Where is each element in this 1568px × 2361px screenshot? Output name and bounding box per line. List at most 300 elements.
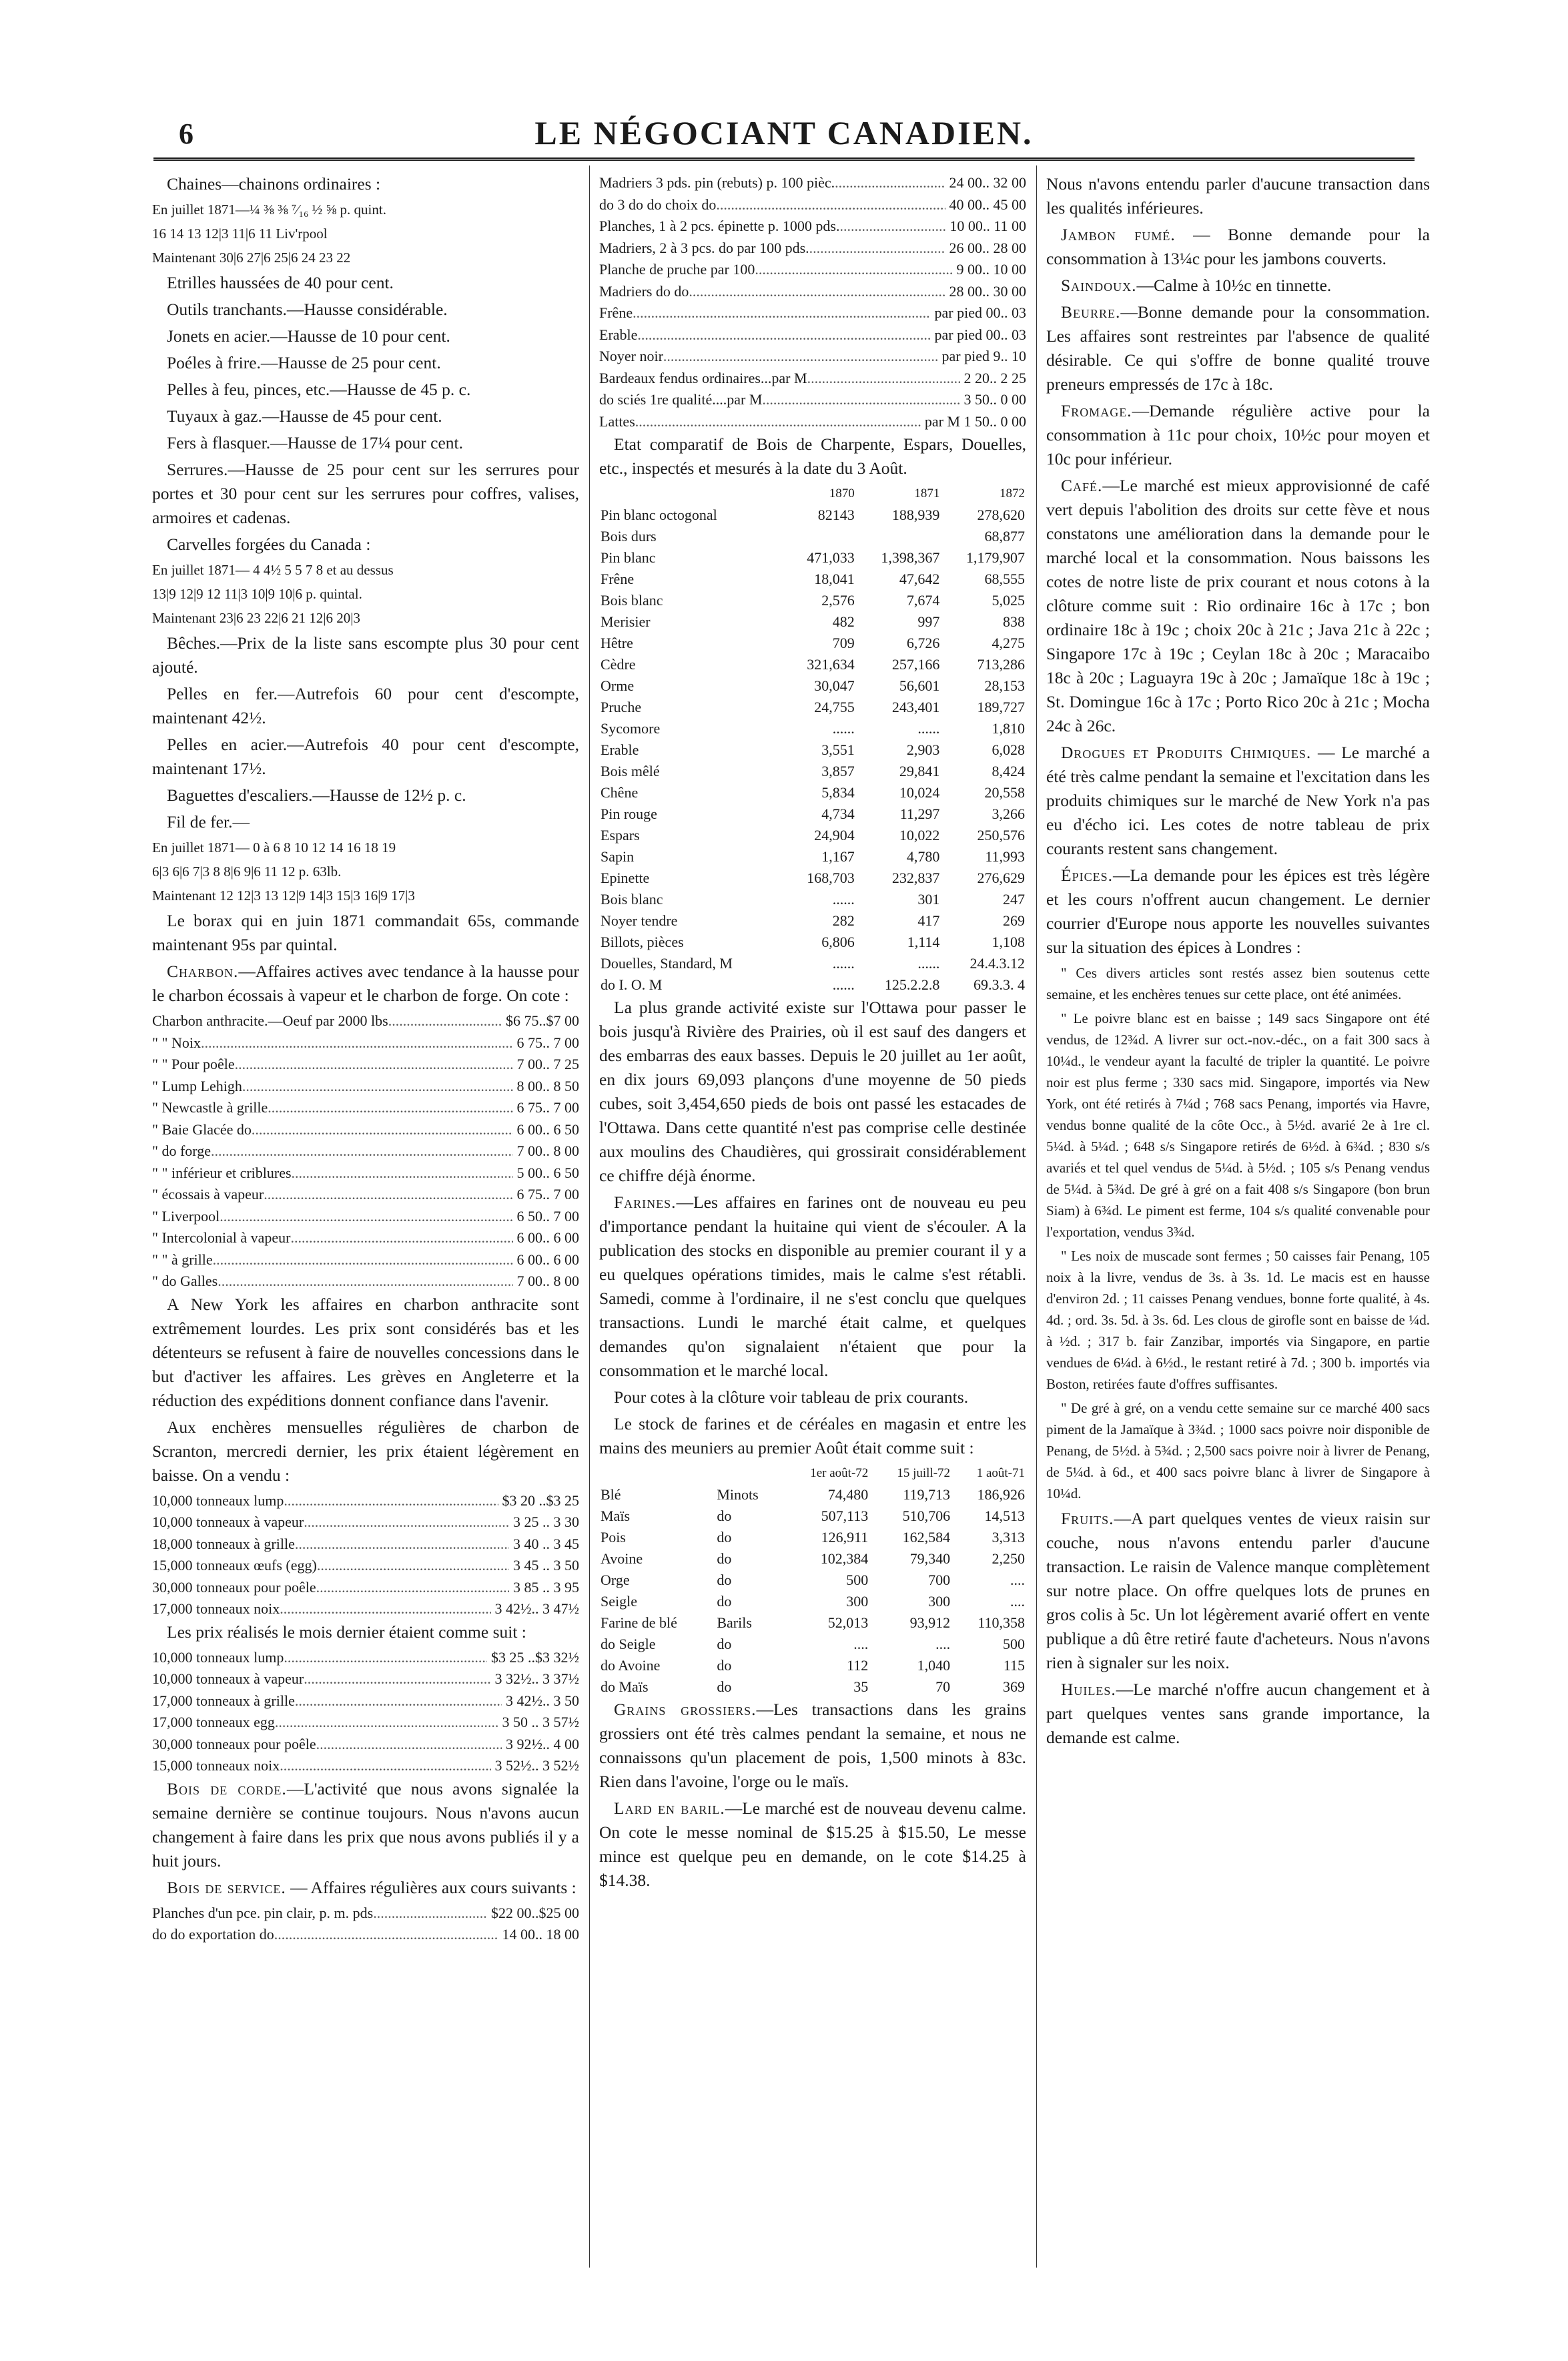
table-row [599, 1505, 1026, 1527]
section-text: —L'activité que nous avons signalée la semaine dernière se continue toujours. Nous n'avons aucun changement à faire dans les prix que nous avons publiés il y a huit jours. [152, 1778, 579, 1871]
paragraph: Etat comparatif de Bois de Charpente, Espars, Douelles, etc., inspectés et mesurés à la date du 3 Août. [599, 434, 1026, 478]
paragraph [1046, 474, 1430, 738]
price-value: 3 85 .. 3 95 [513, 1578, 579, 1596]
paragraph [1046, 399, 1430, 471]
table-cell: Merisier [601, 613, 651, 630]
price-label: Madriers 3 pds. pin (rebuts) p. 100 pièc. [599, 174, 835, 191]
leader-dots [284, 1647, 487, 1669]
table-row [599, 654, 1026, 675]
column-divider [589, 165, 590, 2268]
table-cell: 110,358 [977, 1614, 1025, 1631]
table-cell: Bois mêlé [601, 763, 660, 779]
table-cell: 471,033 [807, 549, 855, 566]
table-cell: 482 [832, 613, 855, 630]
table-row [599, 1484, 1026, 1505]
price-row [599, 368, 1026, 390]
leader-dots [689, 281, 945, 303]
section-lead: Café. [1061, 476, 1103, 495]
table-cell: Orge [601, 1572, 630, 1588]
leader-dots [304, 1511, 509, 1534]
table-cell: 28,153 [984, 677, 1025, 694]
price-value: 6 00.. 6 50 [516, 1120, 579, 1138]
table-cell: 70 [935, 1678, 951, 1695]
leader-dots [280, 1598, 490, 1620]
table-cell: do [717, 1507, 732, 1524]
page-number: 6 [179, 117, 193, 150]
section-lead: Saindoux. [1061, 276, 1137, 295]
price-value: 6 00.. 6 00 [516, 1251, 579, 1268]
leader-dots [201, 1032, 513, 1054]
section-lead: Beurre. [1061, 302, 1121, 322]
table-row [599, 633, 1026, 654]
price-label: 17,000 tonneaux à grille [152, 1692, 295, 1709]
table-cell [786, 526, 856, 547]
leader-dots [807, 368, 960, 390]
leader-dots [716, 194, 945, 216]
price-value: 3 42½.. 3 50 [506, 1692, 579, 1709]
table-cell: 1,179,907 [966, 549, 1025, 566]
leader-dots [373, 1903, 487, 1925]
table-cell: Pin blanc [601, 549, 656, 566]
column-header [599, 1463, 715, 1484]
price-label: 10,000 tonneaux à vapeur [152, 1513, 304, 1530]
table-row [599, 611, 1026, 633]
table-row [599, 1527, 1026, 1548]
table-cell: 257,166 [891, 656, 940, 673]
price-row [152, 1734, 579, 1756]
table-cell: 189,727 [977, 699, 1025, 715]
table-cell: 2,576 [821, 592, 855, 609]
price-label: " écossais à vapeur [152, 1186, 264, 1203]
table-cell: do [717, 1550, 732, 1567]
price-row [599, 346, 1026, 368]
section-text: — Bonne demande pour la consommation à 13¼c pour les jambons couverts. [1046, 225, 1430, 268]
price-row [152, 1249, 579, 1271]
leader-dots [252, 1119, 513, 1141]
paragraph: Pelles à feu, pinces, etc.—Hausse de 45 p. c. [167, 380, 471, 399]
section-text: —Le marché n'offre aucun changement et à part quelques ventes sans grande importance, la demande est calme. [1046, 1680, 1430, 1747]
price-value: 9 00.. 10 00 [956, 261, 1026, 278]
price-value: 5 00.. 6 50 [516, 1164, 579, 1181]
paragraph: Serrures.—Hausse de 25 pour cent sur les serrures pour portes et 30 pour cent sur les serrures pour coffres, valises, armoires et cadenas. [152, 460, 579, 527]
price-label: 10,000 tonneaux lump [152, 1648, 284, 1666]
table-cell: .... [853, 1636, 869, 1652]
leader-dots [268, 1097, 512, 1119]
table-cell: 269 [1003, 912, 1025, 929]
table-cell: Pin rouge [601, 805, 657, 822]
table-cell: Erable [601, 741, 639, 758]
price-value: 3 40 .. 3 45 [513, 1535, 579, 1552]
section-lead: Fruits. [1061, 1509, 1114, 1528]
leader-dots [292, 1162, 513, 1185]
leader-dots [280, 1755, 490, 1777]
table-cell: 5,025 [992, 592, 1025, 609]
leader-dots [316, 1734, 502, 1756]
table-cell: do [717, 1678, 732, 1695]
price-label: Charbon anthracite.—Oeuf par 2000 lbs [152, 1012, 388, 1029]
table-cell: 300 [928, 1593, 951, 1610]
table-cell: 52,013 [827, 1614, 869, 1631]
table-cell: 1,114 [907, 934, 940, 950]
table-cell: 3,266 [992, 805, 1025, 822]
leader-dots [840, 216, 946, 238]
table-row [599, 953, 1026, 974]
price-row [152, 1534, 579, 1556]
table-header-row [599, 1463, 1026, 1484]
table-cell: Billots, pièces [601, 934, 684, 950]
section-text: — Affaires régulières aux cours suivants : [286, 1877, 576, 1897]
price-label: 30,000 tonneaux pour poêle [152, 1578, 316, 1596]
table-cell: ...... [832, 976, 855, 993]
paragraph [1046, 1507, 1430, 1675]
section-text: —Le marché est de nouveau devenu calme. On cote le messe nominal de $15.25 à $15.50, Le messe mince est quelque peu en demande, on le cote $14.25 à $14.38. [599, 1798, 1027, 1890]
table-header-row [599, 483, 1026, 504]
paragraph: Aux enchères mensuelles régulières de charbon de Scranton, mercredi dernier, les prix étaient légèrement en baisse. On a vendu : [152, 1417, 579, 1485]
price-row [152, 1206, 579, 1228]
section-text: —Les affaires en farines ont de nouveau eu peu d'importance pendant la huitaine qui vient de s'écouler. A la publication des stocks en disponible au premier courant il y a eu quelques opérations timides, mais le calme s'est rétabli. Samedi, comme à l'ordinaire, il ne s'est conclu que quelques transactions. Lundi le marché était calme, et quelques demandes qu'on signalaient n'étaient que pour la consommation et le marché local. [599, 1193, 1026, 1380]
price-row [152, 1271, 579, 1293]
table-cell: 2,250 [992, 1550, 1025, 1567]
paragraph: Nous n'avons entendu parler d'aucune transaction dans les qualités inférieures. [1046, 174, 1430, 218]
table-row [599, 697, 1026, 718]
table-cell: Cèdre [601, 656, 636, 673]
price-label: do 3 do do choix do [599, 196, 717, 213]
table-cell: 125.2.2.8 [884, 976, 940, 993]
price-value: 6 50.. 7 00 [516, 1207, 579, 1225]
table-cell: 300 [846, 1593, 869, 1610]
quote-paragraph: " Les noix de muscade sont fermes ; 50 caisses fair Penang, 105 noix à la livre, vendus de 3s. à 3s. 1d. Le macis est en hausse d'environ 2d. ; 11 caisses Penang vendues, bonne forte qualité, à 4s. 4d. ; ord. 3s. 5d. à 3s. 6d. Les clous de girofle sont en baisse de ¼d. à ½d. ; 317 b. fair Zanzibar, importés via Singapore, en partie vendues de 6¼d. à 6½d., le restant retiré à 7d. ; 300 b. importés via Boston, retirées faute d'offres suffisantes. [1046, 1248, 1430, 1392]
grain-stock-table [599, 1463, 1026, 1698]
table-cell: 68,877 [984, 528, 1025, 545]
leader-dots [637, 324, 930, 346]
table-cell: Pruche [601, 699, 642, 715]
table-cell: 115 [1003, 1657, 1025, 1674]
table-cell: .... [935, 1636, 951, 1652]
price-value: 3 32½.. 3 37½ [494, 1670, 579, 1687]
price-row [599, 238, 1026, 260]
table-row [599, 569, 1026, 590]
table-cell: Barils [717, 1614, 752, 1631]
table-cell: .... [1010, 1593, 1025, 1610]
price-value: 7 00.. 7 25 [516, 1056, 579, 1072]
price-label: " do Galles [152, 1273, 218, 1289]
price-value: 3 25 .. 3 30 [513, 1513, 579, 1530]
table-cell: Douelles, Standard, M [601, 955, 733, 972]
paragraph: Tuyaux à gaz.—Hausse de 45 pour cent. [167, 406, 442, 426]
table-cell: do Seigle [601, 1636, 656, 1652]
price-label: " Newcastle à grille [152, 1099, 268, 1116]
table-cell: 1,040 [917, 1657, 951, 1674]
paragraph [599, 1698, 1026, 1794]
table-cell: 500 [846, 1572, 869, 1588]
table-row [599, 910, 1026, 932]
price-row [152, 1184, 579, 1206]
price-value: $22 00..$25 00 [491, 1904, 579, 1921]
paragraph: Pelles en fer.—Autrefois 60 pour cent d'escompte, maintenant 42½. [152, 684, 579, 727]
table-cell: 47,642 [899, 571, 940, 587]
wood-price-list [152, 1903, 579, 1946]
leader-dots [213, 1249, 513, 1271]
table-cell: do [717, 1636, 732, 1652]
paragraph [1046, 223, 1430, 271]
table-cell: Frêne [601, 571, 635, 587]
price-row [599, 302, 1026, 324]
table-cell: 24.4.3.12 [969, 955, 1025, 972]
price-label: " " Pour poêle [152, 1056, 235, 1072]
table-cell: 6,028 [992, 741, 1025, 758]
table-cell: Pois [601, 1529, 626, 1546]
table-cell: do [717, 1572, 732, 1588]
price-row [152, 1712, 579, 1734]
leader-dots [264, 1184, 512, 1206]
section-text: —Les transactions dans les grains grossiers ont été très calmes pendant la semaine, et nous ne connaissons qu'un placement de pois, 1,500 minots à 83c. Rien dans l'avoine, l'orge ou le maïs. [599, 1700, 1026, 1791]
paragraph: Fers à flasquer.—Hausse de 17¼ pour cent. [167, 433, 464, 452]
table-cell: 30,047 [814, 677, 855, 694]
column-header: 1 août-71 [976, 1466, 1025, 1480]
table-row [599, 526, 1026, 547]
price-row [599, 216, 1026, 238]
price-row [599, 411, 1026, 433]
leader-dots [242, 1076, 513, 1098]
column-2 [599, 172, 1026, 1895]
leader-dots [316, 1577, 509, 1599]
table-cell: 500 [1003, 1636, 1025, 1652]
price-label: 17,000 tonneaux egg [152, 1714, 275, 1730]
price-row [152, 1032, 579, 1054]
table-cell: 4,275 [992, 635, 1025, 651]
table-cell: 168,703 [807, 870, 855, 886]
leader-dots [388, 1010, 502, 1032]
price-row [152, 1755, 579, 1777]
price-label: " Lump Lehigh [152, 1077, 242, 1094]
table-cell: do Maïs [601, 1678, 649, 1695]
paragraph [152, 1876, 579, 1900]
table-cell: 3,857 [821, 763, 855, 779]
price-label: Erable [599, 326, 638, 343]
price-value: $3 20 ..$3 25 [502, 1491, 579, 1509]
table-cell: 1,398,367 [881, 549, 940, 566]
price-label: " " à grille [152, 1251, 213, 1268]
leader-dots [633, 302, 930, 324]
table-row [599, 868, 1026, 889]
paragraph: Baguettes d'escaliers.—Hausse de 12½ p. c. [167, 785, 466, 805]
table-cell: ...... [832, 955, 855, 972]
price-value: $6 75..$7 00 [506, 1012, 579, 1029]
paragraph: Fil de fer.— [167, 812, 250, 831]
price-label: Frêne [599, 304, 633, 321]
price-label: Lattes [599, 412, 635, 430]
paragraph: A New York les affaires en charbon anthracite sont extrêmement lourdes. Les prix sont considérés bas et les détenteurs se refusent à faire de nouvelles concessions dans le but d'activer les affaires. Les grèves en Angleterre et la réduction des expéditions donnent confiance dans l'avenir. [152, 1294, 579, 1410]
leader-dots [274, 1924, 498, 1946]
leader-dots [218, 1271, 512, 1293]
price-line: Maintenant 30|6 27|6 25|6 24 23 22 [152, 250, 351, 266]
table-row [599, 803, 1026, 825]
price-label: " Liverpool [152, 1207, 220, 1225]
leader-dots [755, 259, 952, 281]
table-cell: 510,706 [902, 1507, 951, 1524]
auction-price-list [152, 1647, 579, 1777]
table-cell: 82143 [817, 507, 855, 523]
leader-dots [291, 1227, 513, 1249]
price-value: 14 00.. 18 00 [502, 1926, 579, 1943]
price-value: par pied 00.. 03 [934, 326, 1026, 343]
price-value: 6 75.. 7 00 [516, 1034, 579, 1051]
price-value: $3 25 ..$3 32½ [491, 1648, 579, 1666]
section-lead: Bois de service. [167, 1877, 286, 1897]
table-cell: 4,734 [821, 805, 855, 822]
section-lead: Lard en baril. [614, 1798, 725, 1818]
table-cell: 5,834 [821, 784, 855, 801]
section-lead: Épices. [1061, 866, 1113, 885]
section-lead: Fromage. [1061, 401, 1132, 420]
paragraph: Pour cotes à la clôture voir tableau de prix courants. [614, 1387, 969, 1407]
paragraph: Carvelles forgées du Canada : [167, 535, 371, 554]
column-header: 1er août-72 [810, 1466, 869, 1480]
price-label: Noyer noir [599, 348, 663, 364]
price-value: 3 92½.. 4 00 [506, 1735, 579, 1752]
table-cell: 68,555 [984, 571, 1025, 587]
price-value: 24 00.. 32 00 [949, 174, 1026, 191]
table-cell: Sycomore [601, 720, 661, 737]
table-cell: 10,024 [899, 784, 940, 801]
table-cell: Farine de blé [601, 1614, 677, 1631]
section-lead: Huiles. [1061, 1680, 1116, 1699]
price-row [152, 1076, 579, 1098]
table-cell: Pin blanc octogonal [601, 507, 717, 523]
price-label: 30,000 tonneaux pour poêle [152, 1735, 316, 1752]
table-cell: 250,576 [977, 827, 1025, 844]
wood-price-list [599, 172, 1026, 432]
table-cell: 6,726 [906, 635, 940, 651]
quote-paragraph: " Le poivre blanc est en baisse ; 149 sacs Singapore ont été vendus, de 12¾d. A livrer sur oct.-nov.-déc., on a fait 300 sacs à 10¼d., le vendeur ayant la faculté de tripler la quantité. Le poivre noir est plus ferme ; 330 sacs mid. Singapore, importés via New York, ont été retirés à 7¼d ; 768 sacs Penang, importés via Havre, vendus bonne qualité de la côte Occ., à 5½d. avarié 2e à 1re cl. 5¼d. à 5¼d. ; 648 s/s Singapore retirés de 6½d. à 6¾d. ; 830 s/s avariés et tel quel vendus de 5¼d. à 5½d. ; 105 s/s Penang vendus de 5¼d. à 5¾d. De gré à gré on a fait 408 s/s Singapore (bon brun Siam) à 6¾d. Le piment est ferme, 104 s/s qualité convenable pour l'exportation, vendus 3¾d. [1046, 1010, 1430, 1240]
price-row [152, 1490, 579, 1512]
table-row [599, 675, 1026, 697]
price-label: Planches, 1 à 2 pcs. épinette p. 1000 pds. [599, 218, 840, 234]
table-cell: 321,634 [807, 656, 855, 673]
price-value: 3 42½.. 3 47½ [494, 1600, 579, 1617]
table-cell: 1,167 [821, 848, 855, 865]
table-cell: Sapin [601, 848, 635, 865]
price-label: do do exportation do [152, 1926, 274, 1943]
price-row [152, 1227, 579, 1249]
paragraph: Bêches.—Prix de la liste sans escompte plus 30 pour cent ajouté. [152, 633, 579, 677]
table-cell: Bois durs [601, 528, 657, 545]
leader-dots [635, 411, 921, 433]
price-value: 6 00.. 6 00 [516, 1229, 579, 1246]
table-cell: 35 [853, 1678, 869, 1695]
section-lead: Jambon fumé. [1061, 225, 1176, 244]
table-cell: 102,384 [820, 1550, 869, 1567]
table-cell: 112 [847, 1657, 869, 1674]
price-value: par pied 9.. 10 [941, 348, 1026, 364]
table-row [599, 932, 1026, 953]
price-label: Madriers, 2 à 3 pcs. do par 100 pds. [599, 239, 809, 256]
table-row [599, 739, 1026, 761]
price-label: do sciés 1re qualité....par M [599, 391, 763, 408]
price-value: 40 00.. 45 00 [949, 196, 1026, 213]
table-cell: ...... [917, 955, 940, 972]
table-cell: 276,629 [977, 870, 1025, 886]
leader-dots [275, 1712, 498, 1734]
price-row [152, 1690, 579, 1712]
leader-dots [284, 1490, 498, 1512]
table-row [599, 1570, 1026, 1591]
table-cell: Seigle [601, 1593, 637, 1610]
price-label: " " inférieur et criblures [152, 1164, 292, 1181]
table-cell: 10,022 [899, 827, 940, 844]
column-header [599, 483, 786, 504]
price-line: 16 14 13 12|3 11|6 11 Liv'rpool [152, 226, 328, 242]
table-cell: .... [1010, 1572, 1025, 1588]
quote-paragraph: " De gré à gré, on a vendu cette semaine sur ce marché 400 sacs piment de la Jamaïque à 3¾d. ; 1000 sacs poivre noir disponible de Penang, de 5½d. à 5¾d. ; 2,500 sacs poivre noir à livrer de Penang, de 5¼d. à 6d., et 400 sacs poivre blanc à livrer de Singapore à 10¼d. [1046, 1400, 1430, 1501]
price-value: 3 50.. 0 00 [963, 391, 1026, 408]
table-cell: Orme [601, 677, 635, 694]
table-row [599, 1655, 1026, 1676]
table-cell: 24,755 [814, 699, 855, 715]
table-cell: 74,480 [827, 1486, 869, 1503]
header-rule [153, 157, 1415, 161]
table-cell: Epinette [601, 870, 650, 886]
table-cell: ...... [832, 720, 855, 737]
leader-dots [762, 389, 959, 411]
price-label: " do forge [152, 1142, 211, 1159]
table-cell: Chêne [601, 784, 639, 801]
table-cell: do [717, 1657, 732, 1674]
column-divider [1036, 165, 1037, 2268]
table-cell: 709 [832, 635, 855, 651]
table-row [599, 718, 1026, 739]
paragraph: Les prix réalisés le mois dernier étaient comme suit : [167, 1622, 526, 1642]
table-row [599, 1612, 1026, 1634]
table-cell: 507,113 [821, 1507, 869, 1524]
price-value: 3 52½.. 3 52½ [494, 1757, 579, 1774]
price-row [152, 1598, 579, 1620]
price-row [152, 1577, 579, 1599]
section-text: —Calme à 10½c en tinnette. [1136, 276, 1332, 295]
paragraph: Chaines—chainons ordinaires : [167, 174, 381, 194]
paragraph: La plus grande activité existe sur l'Ottawa pour passer le bois jusqu'à Rivière des Prairies, où il est sauf des dangers et des embarras des eaux basses. Depuis le 20 juillet au 1er août, en dix jours 69,093 plançons d'une moyenne de 50 pieds cubes, soit 3,454,650 pieds de bois ont passé les estacades de l'Ottawa. Dans cette quantité n'est pas comprise celle destinée aux moulins des Chaudières, qui grossirait considérablement ce chiffre déjà énorme. [599, 998, 1026, 1185]
leader-dots [220, 1206, 512, 1228]
table-cell: 29,841 [899, 763, 940, 779]
price-row [152, 1162, 579, 1185]
column-3 [1046, 172, 1430, 1752]
table-cell: 700 [928, 1572, 951, 1588]
price-line: En juillet 1871— 0 à 6 8 10 12 14 16 18 19 [152, 839, 396, 856]
section-text: —A part quelques ventes de vieux raisin sur couche, nous n'avons entendu parler d'aucune transaction. Le raisin de Valence manque complètement sur notre place. On offre quelques lots de prunes en gros colis à 5c. Un lot légèrement avarié offert en vente publique a dû être retiré faute d'acheteurs. Nous n'avons rien à signaler sur les noix. [1046, 1509, 1430, 1672]
table-cell: 838 [1003, 613, 1025, 630]
price-label: 10,000 tonneaux lump [152, 1491, 284, 1509]
table-cell: Bois blanc [601, 592, 663, 609]
table-cell: Hêtre [601, 635, 633, 651]
table-cell: 369 [1003, 1678, 1025, 1695]
paragraph: Poéles à frire.—Hausse de 25 pour cent. [167, 353, 441, 372]
table-row [599, 782, 1026, 803]
table-cell: 4,780 [906, 848, 940, 865]
table-cell: 11,993 [985, 848, 1025, 865]
table-cell: Espars [601, 827, 640, 844]
section-text: —La demande pour les épices est très légère et les cours n'offrent aucun changement. Le dernier courrier d'Europe nous apporte les nouvelles suivantes sur la situation des épices à Londres : [1046, 866, 1430, 957]
table-row [599, 1591, 1026, 1612]
paragraph: Outils tranchants.—Hausse considérable. [167, 300, 448, 319]
price-row [599, 389, 1026, 411]
section-lead: Drogues et Produits Chimiques. [1061, 743, 1312, 762]
price-row [152, 1924, 579, 1946]
table-cell: Blé [601, 1486, 621, 1503]
table-row [599, 590, 1026, 611]
table-cell: 247 [1003, 891, 1025, 908]
price-row [152, 1511, 579, 1534]
table-cell: 162,584 [902, 1529, 951, 1546]
